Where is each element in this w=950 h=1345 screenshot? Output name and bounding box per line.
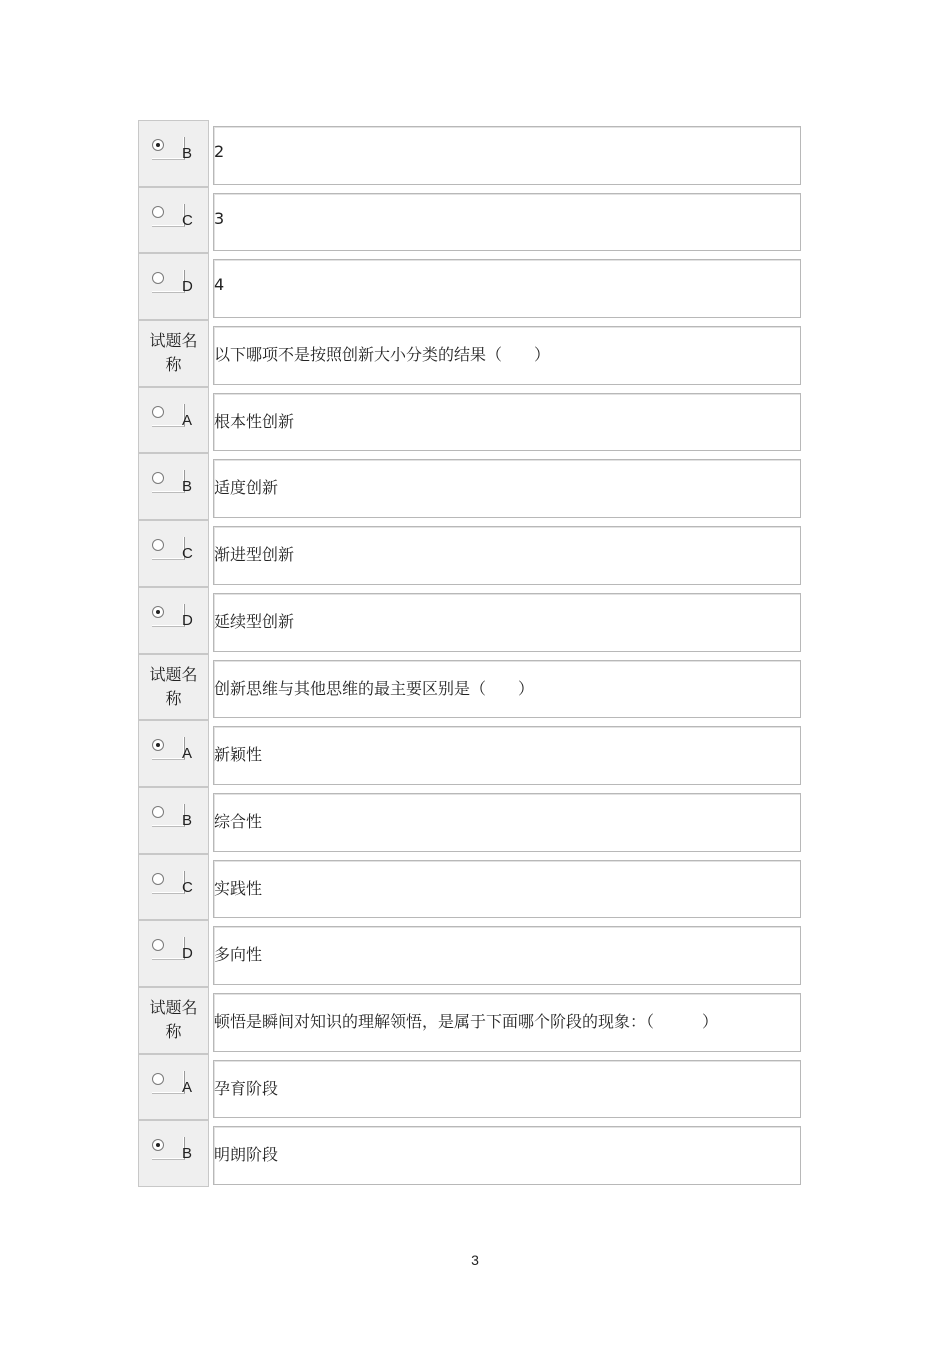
option-letter: B [182, 145, 193, 162]
option-text-cell [209, 453, 803, 520]
option-letter: C [182, 211, 193, 229]
text-box [213, 526, 801, 585]
option-select-cell [138, 1120, 209, 1187]
question-text: 以下哪项不是按照创新大小分类的结果（ ） [214, 345, 551, 365]
text-box [213, 926, 801, 985]
option-text-cell [209, 520, 803, 587]
option-select-cell [138, 1054, 209, 1121]
quiz-table [138, 120, 803, 1187]
option-letter: D [182, 611, 193, 629]
question-label-cell [138, 987, 209, 1054]
option-text-cell [209, 387, 803, 454]
text-box [213, 726, 801, 785]
option-select-cell [138, 720, 209, 787]
text-box [213, 793, 801, 852]
option-text: 2 [214, 142, 225, 161]
option-select-cell [138, 453, 209, 520]
option-select-cell [138, 387, 209, 454]
option-select-cell [138, 787, 209, 854]
option-text: 综合性 [214, 811, 263, 831]
option-select-cell [138, 253, 209, 320]
option-row [138, 854, 803, 921]
option-text-cell [209, 187, 803, 254]
option-letter: A [182, 745, 193, 763]
option-radio[interactable] [152, 406, 164, 418]
option-letter: D [182, 945, 193, 963]
option-text: 适度创新 [214, 478, 279, 498]
option-text: 明朗阶段 [214, 1145, 279, 1165]
option-text-cell [209, 1120, 803, 1187]
option-text-cell [209, 253, 803, 320]
option-row [138, 720, 803, 787]
question-row [138, 654, 803, 721]
option-radio[interactable] [152, 606, 164, 618]
option-text: 实践性 [214, 878, 263, 898]
option-radio[interactable] [152, 873, 164, 885]
option-row [138, 187, 803, 254]
option-text: 渐进型创新 [214, 545, 295, 565]
text-box [213, 459, 801, 518]
option-row [138, 1054, 803, 1121]
option-radio[interactable] [152, 139, 164, 151]
text-box [213, 593, 801, 652]
option-text: 孕育阶段 [214, 1078, 279, 1098]
option-text-cell [209, 587, 803, 654]
option-letter: A [182, 1078, 193, 1096]
option-letter: B [182, 1145, 193, 1163]
option-letter: C [182, 878, 193, 896]
question-text-cell [209, 320, 803, 387]
question-label: 试题名 称 [149, 997, 198, 1041]
text-box [213, 259, 801, 318]
option-radio[interactable] [152, 206, 164, 218]
option-letter: C [182, 545, 193, 563]
page-number: 3 [471, 1252, 479, 1268]
option-radio[interactable] [152, 1073, 164, 1085]
option-row [138, 387, 803, 454]
option-select-cell [138, 854, 209, 921]
option-row [138, 787, 803, 854]
option-text: 多向性 [214, 945, 263, 965]
option-select-cell [138, 120, 209, 187]
question-label-cell [138, 654, 209, 721]
option-text: 3 [214, 208, 225, 228]
option-row [138, 587, 803, 654]
option-row [138, 253, 803, 320]
option-select-cell [138, 587, 209, 654]
question-row [138, 320, 803, 387]
option-row [138, 120, 803, 187]
option-text-cell [209, 1054, 803, 1121]
option-text-cell [209, 787, 803, 854]
option-letter: A [182, 411, 193, 429]
text-box [213, 1060, 801, 1119]
option-select-cell [138, 520, 209, 587]
option-text-cell [209, 854, 803, 921]
question-text-cell [209, 987, 803, 1054]
option-text-cell [209, 720, 803, 787]
option-text: 新颖性 [214, 745, 263, 765]
question-text-cell [209, 654, 803, 721]
option-row [138, 453, 803, 520]
option-row [138, 920, 803, 987]
option-row [138, 1120, 803, 1187]
option-select-cell [138, 187, 209, 254]
text-box [213, 1126, 801, 1185]
question-text: 创新思维与其他思维的最主要区别是（ ） [214, 678, 535, 698]
option-letter: D [182, 278, 193, 296]
option-text-cell [209, 120, 803, 187]
question-label: 试题名 称 [149, 664, 198, 708]
option-radio[interactable] [152, 806, 164, 818]
option-text: 4 [214, 275, 225, 295]
text-box [213, 193, 801, 252]
question-label: 试题名 称 [149, 331, 198, 375]
option-select-cell [138, 920, 209, 987]
option-row [138, 520, 803, 587]
option-letter: B [182, 811, 193, 829]
option-letter: B [182, 478, 193, 496]
text-box [213, 393, 801, 452]
question-label-cell [138, 320, 209, 387]
text-box [213, 126, 801, 185]
text-box [213, 860, 801, 919]
option-text: 根本性创新 [214, 411, 295, 431]
option-text: 延续型创新 [214, 611, 295, 631]
question-text: 顿悟是瞬间对知识的理解领悟，是属于下面哪个阶段的现象：（ ） [214, 1011, 719, 1031]
question-row [138, 987, 803, 1054]
option-text-cell [209, 920, 803, 987]
